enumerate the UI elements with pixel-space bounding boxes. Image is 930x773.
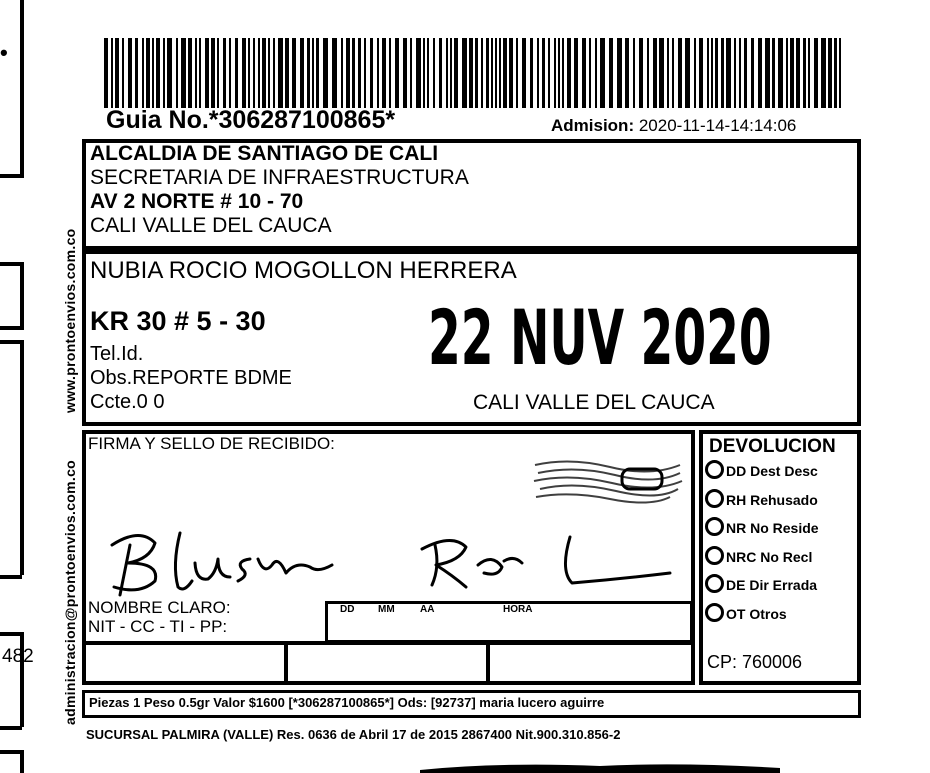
barcode-bar: [176, 38, 178, 108]
radio-circle-icon: [705, 546, 724, 565]
barcode-bar: [439, 38, 442, 108]
devolucion-option[interactable]: NRC No Recl: [705, 546, 819, 575]
barcode-bar: [659, 38, 664, 108]
barcode-bar: [146, 38, 150, 108]
recipient-address: KR 30 # 5 - 30: [90, 306, 266, 336]
barcode-bar: [273, 38, 275, 108]
sender-line-2: SECRETARIA DE INFRAESTRUCTURA: [90, 166, 469, 189]
receipt-title: FIRMA Y SELLO DE RECIBIDO:: [88, 434, 335, 453]
barcode-bar: [558, 38, 560, 108]
barcode-bar: [377, 38, 379, 108]
barcode-bar: [156, 38, 160, 108]
left-border-line: [0, 340, 22, 344]
barcode-bar: [229, 38, 231, 108]
barcode-bar: [253, 38, 255, 108]
barcode-bar: [814, 38, 818, 108]
date-stamp: 22 NUV 2020: [428, 293, 772, 382]
side-website: www.prontoenvios.com.co: [62, 228, 78, 413]
barcode-bar: [589, 38, 591, 108]
devolucion-option[interactable]: DD Dest Desc: [705, 460, 819, 489]
devolucion-option[interactable]: OT Otros: [705, 603, 819, 632]
radio-circle-icon: [705, 517, 724, 536]
barcode-bar: [522, 38, 526, 108]
recipient-ccte: Ccte.0 0: [90, 391, 165, 413]
barcode-bar: [567, 38, 571, 108]
barcode-bar: [433, 38, 435, 108]
barcode-bar: [542, 38, 545, 108]
barcode-bar: [195, 38, 197, 108]
barcode-bar: [786, 38, 788, 108]
left-border-line: [0, 632, 22, 636]
barcode-bar: [454, 38, 458, 108]
barcode-bar: [217, 38, 219, 108]
recipient-city: CALI VALLE DEL CAUCA: [473, 391, 715, 414]
barcode-bar: [358, 38, 361, 108]
barcode-bar: [285, 38, 289, 108]
barcode-bar: [639, 38, 643, 108]
barcode-bar: [574, 38, 578, 108]
barcode-bar: [699, 38, 703, 108]
barcode-bar: [548, 38, 550, 108]
barcode-bar: [410, 38, 412, 108]
aa-label: AA: [420, 604, 435, 615]
barcode-bar: [278, 38, 283, 108]
guia-number: Guia No.*306287100865*: [106, 106, 396, 134]
devolucion-options: [705, 460, 819, 631]
barcode-bar: [672, 38, 674, 108]
hora-label: HORA: [503, 604, 533, 615]
barcode-bar: [625, 38, 629, 108]
admision-value: 2020-11-14-14:14:06: [638, 116, 797, 135]
barcode-bar: [715, 38, 718, 108]
left-border-line: [0, 174, 22, 178]
barcode-bar: [595, 38, 597, 108]
barcode-bar: [423, 38, 425, 108]
barcode-bar: [653, 38, 657, 108]
barcode-bar: [667, 38, 669, 108]
barcode-bar: [167, 38, 172, 108]
barcode-bar: [685, 38, 690, 108]
barcode-bar: [694, 38, 696, 108]
barcode-bar: [790, 38, 794, 108]
barcode-bar: [199, 38, 201, 108]
barcode-bar: [707, 38, 709, 108]
barcode-bar: [516, 38, 518, 108]
barcode-bar: [235, 38, 238, 108]
barcode-bar: [389, 38, 391, 108]
barcode-bar: [499, 38, 501, 108]
barcode-bar: [205, 38, 209, 108]
barcode-bar: [778, 38, 783, 108]
barcode-bar: [382, 38, 386, 108]
barcode-bar: [678, 38, 682, 108]
barcode-bar: [268, 38, 270, 108]
admision-date: [551, 116, 796, 136]
barcode-bar: [821, 38, 826, 108]
barcode-bar: [211, 38, 215, 108]
side-email: administracion@prontoenvios.com.co: [62, 459, 78, 725]
barcode-bar: [609, 38, 613, 108]
barcode-bar: [248, 38, 250, 108]
barcode-bar: [403, 38, 407, 108]
barcode-bar: [765, 38, 770, 108]
mm-label: MM: [378, 604, 395, 615]
barcode-bar: [537, 38, 539, 108]
devolucion-title: DEVOLUCION: [709, 436, 836, 457]
barcode-bar: [803, 38, 806, 108]
barcode-bar: [744, 38, 747, 108]
barcode-bar: [486, 38, 489, 108]
barcode-bar: [834, 38, 837, 108]
barcode-bar: [509, 38, 513, 108]
radio-circle-icon: [705, 489, 724, 508]
admision-label: Admision:: [551, 116, 635, 135]
barcode-bar: [223, 38, 226, 108]
bottom-cell-3: [486, 641, 695, 685]
left-border-line: [20, 262, 24, 330]
barcode-bar: [647, 38, 649, 108]
barcode-bar: [104, 38, 108, 108]
barcode-bar: [346, 38, 350, 108]
dd-label: DD: [340, 604, 355, 615]
barcode-bar: [450, 38, 452, 108]
barcode-bar: [292, 38, 296, 108]
barcode-bar: [726, 38, 731, 108]
barcode-bar: [491, 38, 493, 108]
barcode-bar: [469, 38, 473, 108]
barcode-bar: [475, 38, 478, 108]
radio-circle-icon: [705, 603, 724, 622]
barcode-bar: [332, 38, 337, 108]
barcode-bar: [142, 38, 144, 108]
receipt-stamp-mark: [530, 455, 690, 505]
barcode-bar: [751, 38, 754, 108]
nombre-claro-label: NOMBRE CLARO:: [88, 598, 231, 617]
barcode-bar: [258, 38, 260, 108]
devolucion-option[interactable]: NR No Reside: [705, 517, 819, 546]
barcode-bar: [341, 38, 343, 108]
barcode-bar: [307, 38, 310, 108]
barcode-bar: [262, 38, 266, 108]
barcode-bar: [582, 38, 586, 108]
left-border-line: [0, 575, 22, 579]
barcode-bar: [416, 38, 421, 108]
barcode-bar: [128, 38, 132, 108]
barcode-bar: [427, 38, 429, 108]
barcode-bar: [312, 38, 314, 108]
barcode-bar: [839, 38, 841, 108]
barcode-bar: [364, 38, 366, 108]
barcode-bar: [446, 38, 448, 108]
left-border-line: [20, 0, 24, 178]
barcode-bar: [462, 38, 467, 108]
barcode: [104, 38, 842, 108]
barcode-bar: [796, 38, 800, 108]
sender-line-3: AV 2 NORTE # 10 - 70: [90, 190, 304, 213]
sender-line-4: CALI VALLE DEL CAUCA: [90, 214, 332, 237]
bottom-scan-mark: [420, 758, 780, 773]
barcode-bar: [617, 38, 622, 108]
bottom-cell-1: [82, 641, 288, 685]
left-border-line: [0, 326, 22, 330]
barcode-bar: [554, 38, 556, 108]
cp-code: CP: 760006: [707, 652, 803, 672]
barcode-bar: [188, 38, 192, 108]
barcode-bar: [721, 38, 724, 108]
left-border-line: [0, 750, 22, 754]
margin-number: 482: [2, 646, 34, 667]
barcode-bar: [772, 38, 775, 108]
barcode-bar: [316, 38, 319, 108]
barcode-bar: [111, 38, 113, 108]
sender-line-1: ALCALDIA DE SANTIAGO DE CALI: [90, 142, 439, 165]
barcode-bar: [300, 38, 304, 108]
barcode-bar: [530, 38, 533, 108]
barcode-bar: [163, 38, 165, 108]
barcode-bar: [242, 38, 246, 108]
barcode-bar: [122, 38, 124, 108]
barcode-bar: [633, 38, 635, 108]
nit-label: NIT - CC - TI - PP:: [88, 617, 228, 636]
signature: [100, 515, 680, 600]
barcode-bar: [370, 38, 373, 108]
barcode-bar: [758, 38, 762, 108]
left-border-line: [0, 262, 22, 266]
barcode-bar: [152, 38, 154, 108]
barcode-bar: [828, 38, 832, 108]
barcode-bar: [808, 38, 810, 108]
barcode-bar: [323, 38, 328, 108]
bottom-cell-2: [284, 641, 490, 685]
barcode-bar: [481, 38, 483, 108]
devolucion-option[interactable]: DE Dir Errada: [705, 574, 819, 603]
barcode-bar: [711, 38, 713, 108]
barcode-bar: [395, 38, 399, 108]
footer-text: SUCURSAL PALMIRA (VALLE) Res. 0636 de Abril 17 de 2015 2867400 Nit.900.310.856-2: [86, 727, 621, 742]
barcode-bar: [115, 38, 119, 108]
radio-circle-icon: [705, 460, 724, 479]
left-border-line: [20, 750, 24, 773]
radio-circle-icon: [705, 574, 724, 593]
left-border-line: [20, 340, 24, 575]
barcode-bar: [495, 38, 497, 108]
barcode-bar: [600, 38, 605, 108]
left-border-line: [0, 726, 22, 730]
recipient-obs: Obs.REPORTE BDME: [90, 367, 292, 389]
barcode-bar: [562, 38, 564, 108]
devolucion-option[interactable]: RH Rehusado: [705, 489, 819, 518]
barcode-bar: [739, 38, 741, 108]
barcode-bar: [503, 38, 507, 108]
barcode-bar: [135, 38, 138, 108]
barcode-bar: [352, 38, 355, 108]
recipient-tel: Tel.Id.: [90, 343, 144, 365]
barcode-bar: [734, 38, 736, 108]
corner-mark: •: [0, 40, 8, 65]
barcode-bar: [181, 38, 186, 108]
recipient-name: NUBIA ROCIO MOGOLLON HERRERA: [90, 257, 517, 284]
details-text: Piezas 1 Peso 0.5gr Valor $1600 [*306287100865*] Ods: [92737] maria lucero aguirre: [89, 695, 605, 710]
